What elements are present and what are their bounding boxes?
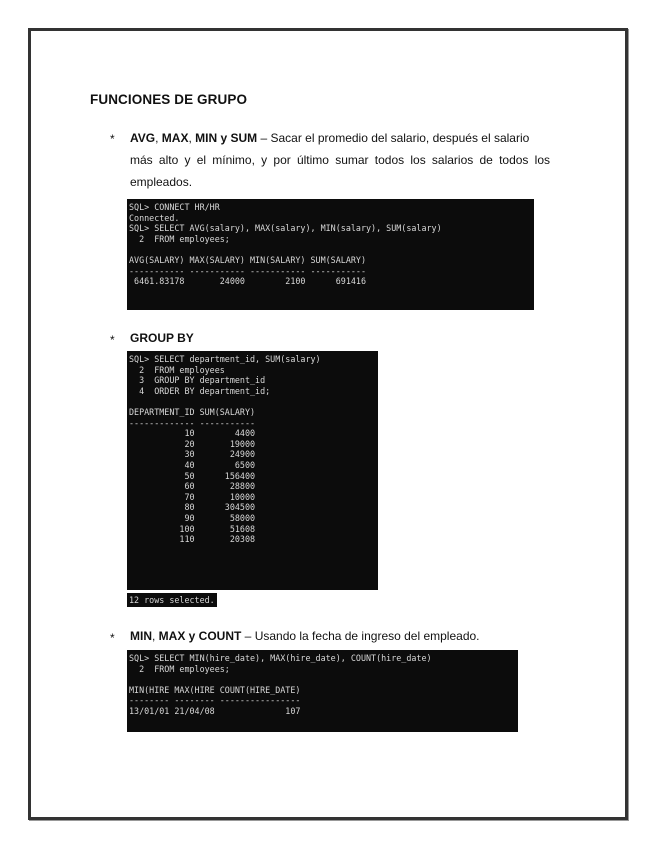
terminal-line: 2 FROM employees; (129, 663, 230, 674)
separator: , (155, 131, 162, 145)
terminal-line: 2 FROM employees; (129, 233, 230, 244)
terminal-line: 30 24900 (129, 449, 256, 460)
dash: – (241, 629, 255, 643)
terminal-line: 4 ORDER BY department_id; (129, 385, 271, 396)
terminal-line: 2 FROM employees (129, 364, 225, 375)
sql-terminal-hire-date (127, 650, 518, 732)
description-text: Usando la fecha de ingreso del empleado. (254, 629, 480, 643)
term-min: MIN (130, 629, 152, 643)
terminal-line: SQL> CONNECT HR/HR (129, 202, 220, 212)
sql-terminal-group-by (127, 351, 378, 590)
paragraph-line-1 (130, 127, 550, 149)
terminal-line: 50 156400 (129, 470, 256, 481)
terminal-line: 100 51608 (129, 523, 256, 534)
terminal-line: 70 10000 (129, 491, 256, 502)
terminal-line: 13/01/01 21/04/08 107 (129, 705, 301, 716)
separator: , (188, 131, 196, 145)
sql-terminal-aggregates (127, 199, 534, 310)
terminal-line: MIN(HIRE MAX(HIRE COUNT(HIRE_DATE) (129, 684, 301, 695)
terminal-line: 90 58000 (129, 512, 256, 523)
bullet-marker: * (110, 333, 115, 347)
separator: , (152, 629, 159, 643)
description-text: Sacar el promedio del salario, después el salario (270, 131, 530, 145)
terminal-line: ----------- ----------- ----------- ----------- (129, 265, 366, 276)
terminal-line: 110 20308 (129, 534, 256, 545)
terminal-line (129, 674, 516, 685)
terminal-line: SQL> SELECT AVG(salary), MAX(salary), MIN(salary), SUM(salary) (129, 223, 442, 234)
terminal-line: 10 4400 (129, 428, 256, 439)
terminal-line: 3 GROUP BY department_id (129, 375, 266, 386)
terminal-line: SQL> SELECT MIN(hire_date), MAX(hire_date), COUNT(hire_date) (129, 653, 432, 663)
term-min-sum: MIN y SUM (195, 131, 258, 145)
terminal-line: 40 6500 (129, 459, 256, 470)
terminal-line: AVG(SALARY) MAX(SALARY) MIN(SALARY) SUM(SALARY) (129, 254, 366, 265)
term-max-count: MAX y COUNT (158, 629, 242, 643)
section-group-by-title: GROUP BY (130, 331, 194, 345)
terminal-line (129, 244, 532, 255)
section-min-max-count (130, 625, 570, 647)
bullet-marker: * (110, 132, 115, 146)
paragraph-line-2: más alto y el mínimo, y por último sumar todos los salarios de todos los (130, 153, 550, 167)
term-avg: AVG (130, 131, 156, 145)
dash: – (257, 131, 271, 145)
paragraph-line-3: empleados. (130, 175, 193, 189)
terminal-line: Connected. (129, 212, 180, 223)
bullet-marker: * (110, 631, 115, 645)
terminal-line (129, 396, 376, 407)
terminal-line: 20 19000 (129, 438, 256, 449)
terminal-line: 80 304500 (129, 502, 256, 513)
terminal-line: -------- -------- ---------------- (129, 695, 301, 706)
section-avg-max-min-sum (130, 127, 550, 193)
page-title: FUNCIONES DE GRUPO (90, 92, 248, 107)
rows-selected-message: 12 rows selected. (129, 595, 215, 605)
terminal-line: DEPARTMENT_ID SUM(SALARY) (129, 406, 256, 417)
terminal-line: SQL> SELECT department_id, SUM(salary) (129, 354, 321, 364)
terminal-line: 6461.83178 24000 2100 691416 (129, 276, 366, 287)
terminal-line: 60 28800 (129, 481, 256, 492)
terminal-line: ------------- ----------- (129, 417, 256, 428)
term-max: MAX (161, 131, 189, 145)
